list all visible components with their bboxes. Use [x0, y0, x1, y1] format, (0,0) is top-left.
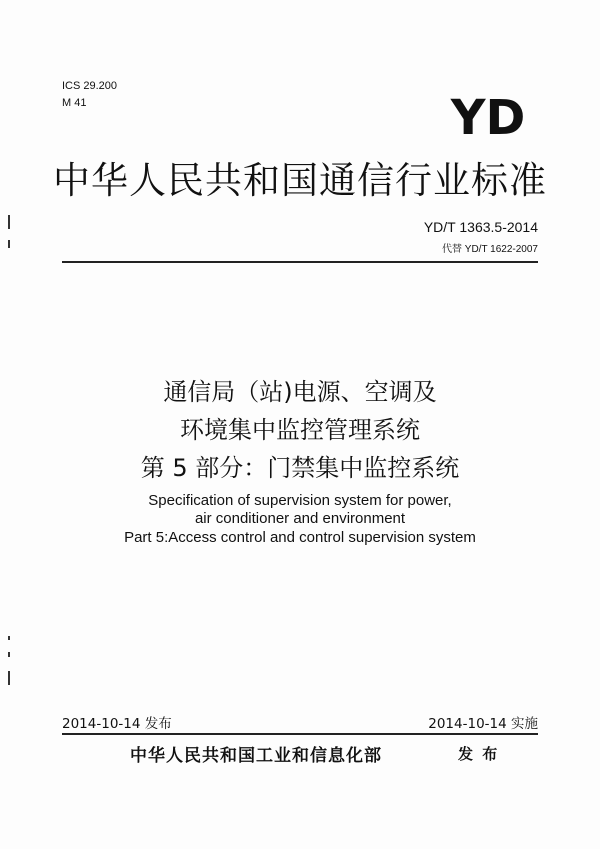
yd-logo [438, 92, 538, 140]
publish-date: 2014-10-14 发布 [62, 716, 172, 732]
title-zh-line-1: 通信局（站)电源、空调及 [163, 378, 437, 406]
implement-date: 2014-10-14 实施 [428, 716, 538, 732]
issuer-name: 中华人民共和国工业和信息化部 [130, 746, 382, 766]
scan-mark [8, 215, 10, 229]
scan-mark [8, 240, 10, 248]
issuer-verb: 发 布 [458, 745, 500, 763]
scan-mark [8, 671, 10, 685]
agency-title: 中华人民共和国通信行业标准 [53, 159, 547, 202]
ics-code: ICS 29.200 [62, 80, 118, 92]
standard-number: YD/T 1363.5-2014 [423, 219, 538, 235]
header-divider [62, 261, 538, 263]
scan-mark [8, 636, 10, 640]
scan-mark [8, 652, 10, 657]
title-zh-line-2: 环境集中监控管理系统 [180, 416, 420, 444]
title-zh-line-3: 第 5 部分：门禁集中监控系统 [140, 454, 460, 482]
title-en-line-1: Specification of supervision system for power, [148, 492, 452, 509]
logo-text: YD [450, 92, 526, 140]
title-en-line-2: air conditioner and environment [194, 510, 406, 527]
title-en-line-3: Part 5:Access control and control supervision system [124, 529, 476, 546]
footer-divider [62, 733, 538, 735]
replaces-note: 代替 YD/T 1622-2007 [442, 244, 538, 255]
ccs-code: M 41 [62, 97, 87, 109]
